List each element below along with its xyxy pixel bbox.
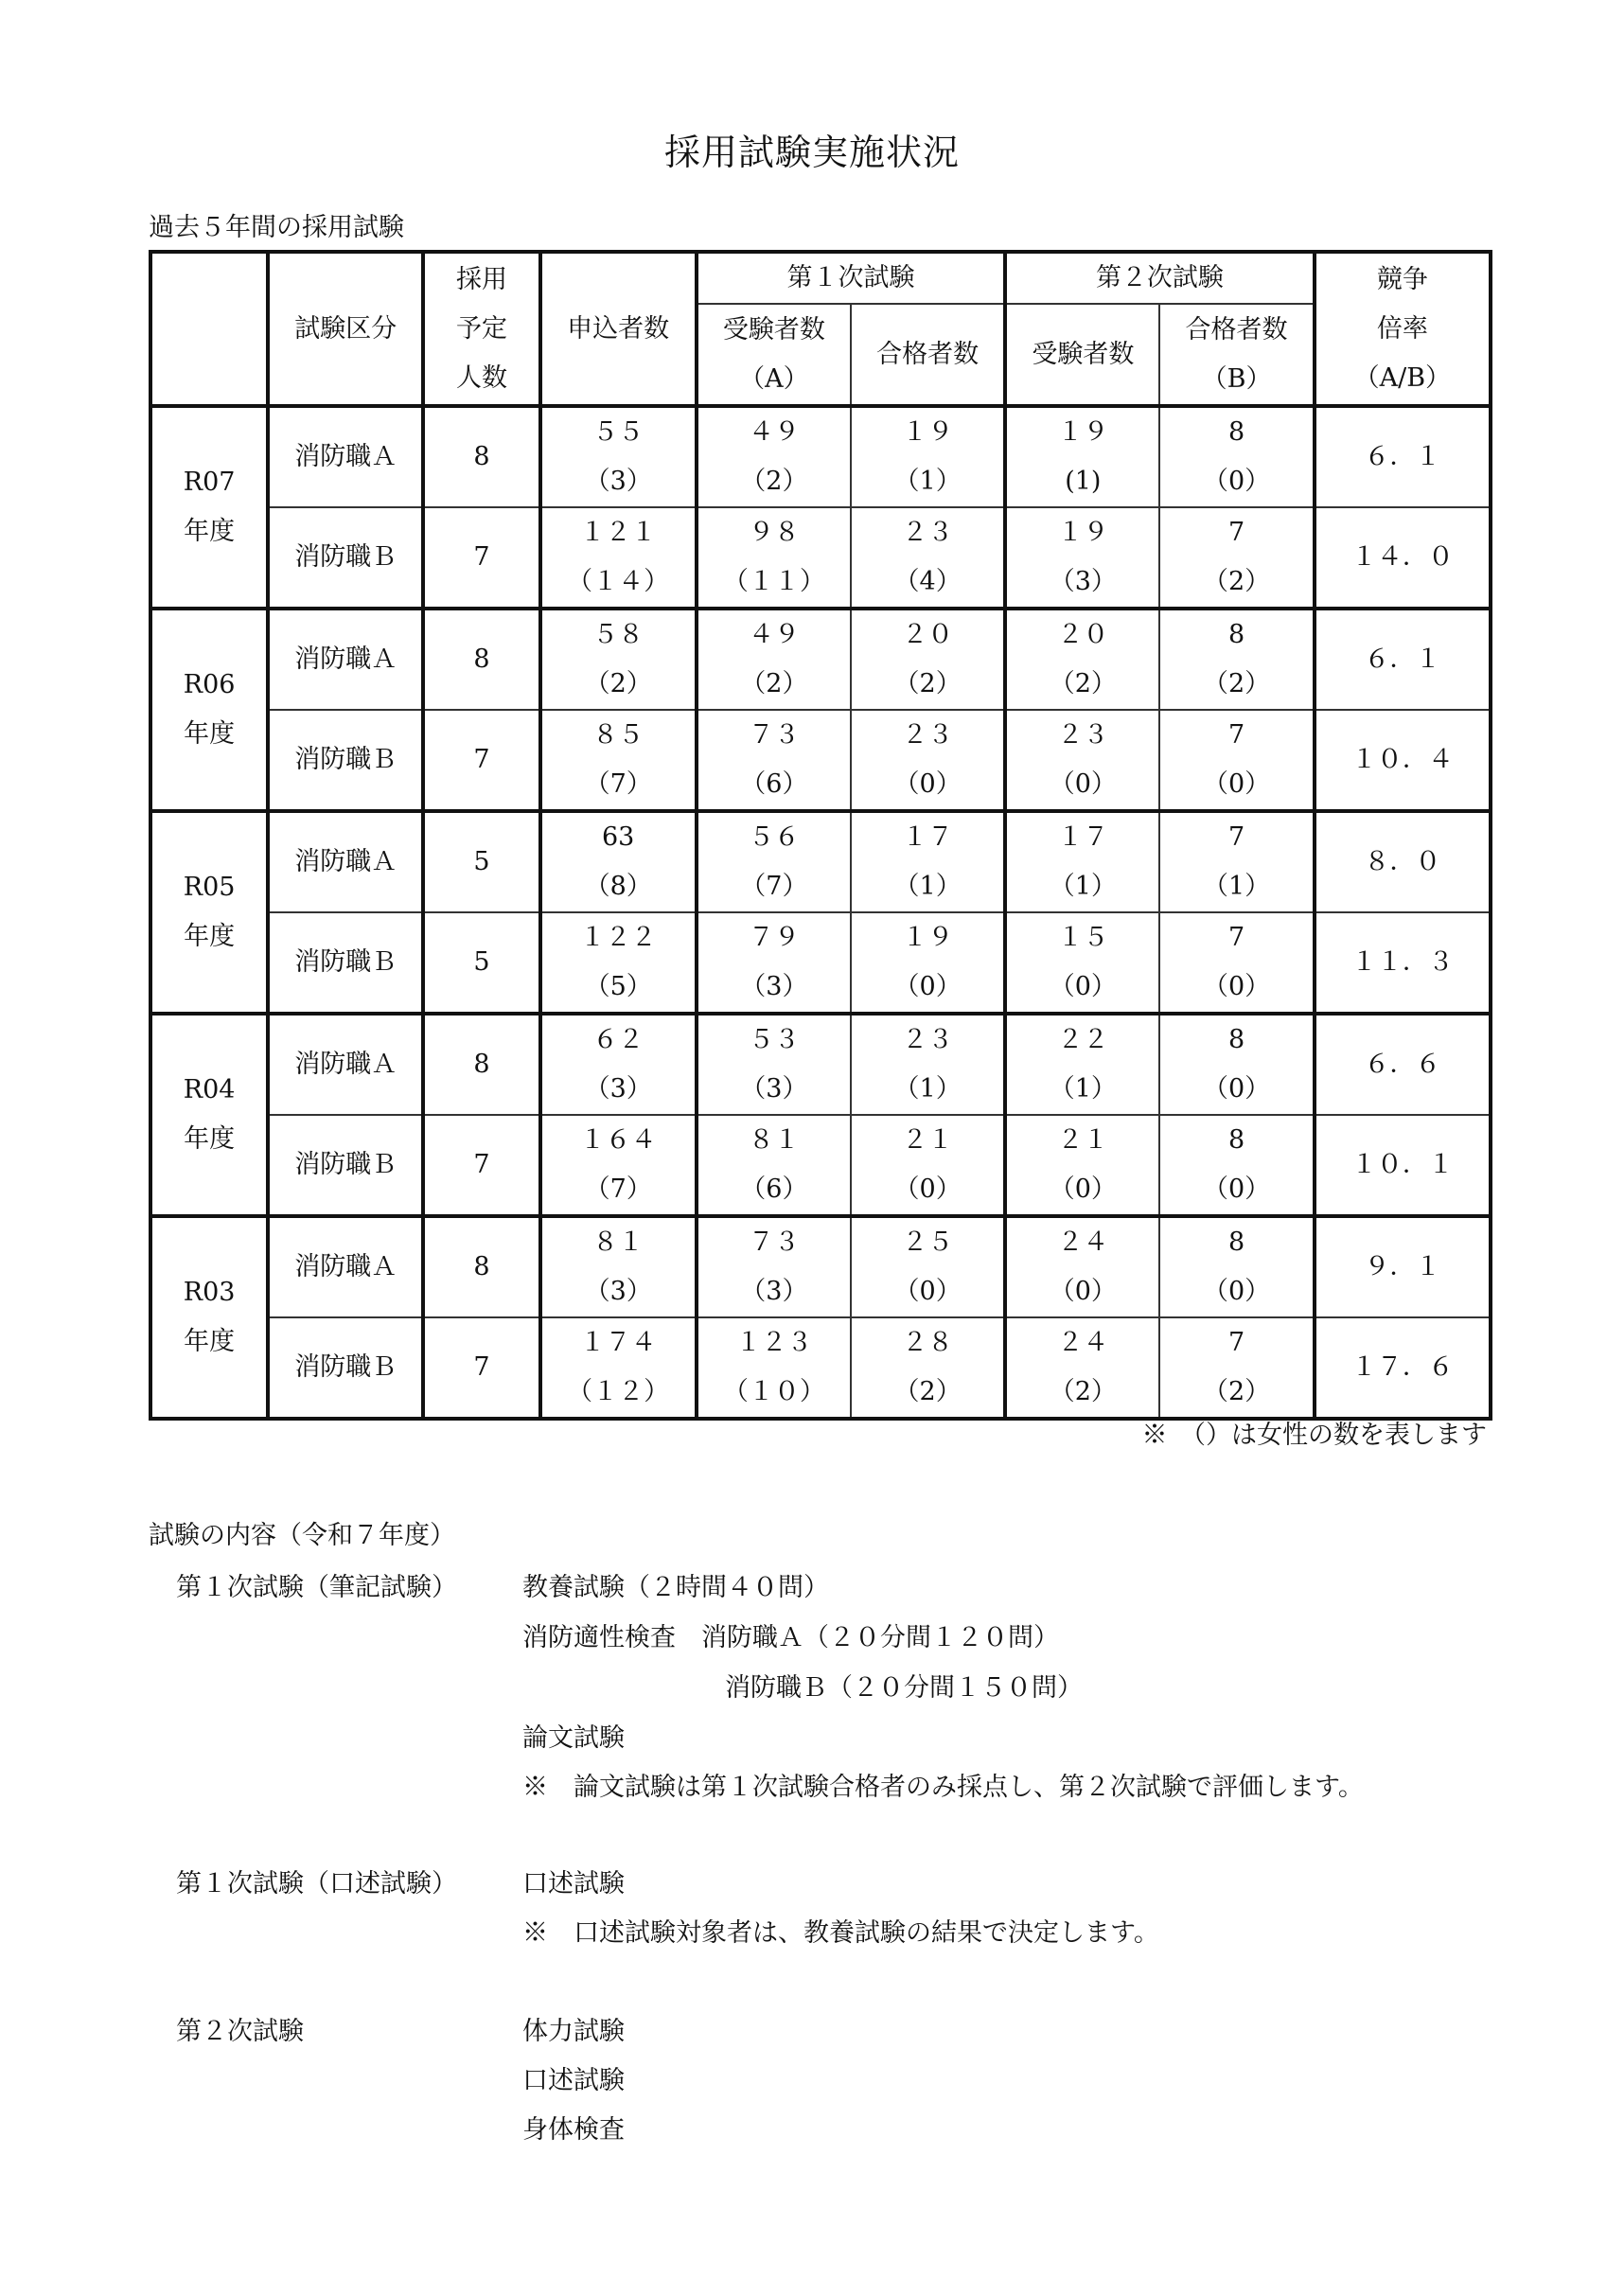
total-value: 8 (1227, 417, 1245, 447)
ratio-cell: ６．６ (1315, 1014, 1491, 1115)
second-examinees-cell (1005, 1014, 1159, 1115)
applicants-cell (540, 1317, 697, 1419)
female-value: （0） (1202, 1277, 1271, 1306)
fiscal-year-cell: R06 年度 (150, 609, 268, 811)
second-exam-item: 身体検査 (522, 2115, 625, 2145)
total-value: 8 (1227, 1227, 1245, 1257)
total-value: ７３ (748, 1227, 800, 1257)
second-passers-cell (1159, 912, 1314, 1014)
category-cell: 消防職Ａ (268, 1216, 423, 1317)
total-value: １９ (902, 923, 954, 952)
page-title: 採用試験実施状況 (663, 132, 960, 173)
ratio-cell: １１．３ (1315, 912, 1491, 1014)
female-value: （3） (584, 1074, 652, 1104)
total-value: １９ (1057, 518, 1109, 547)
category-cell: 消防職Ｂ (268, 912, 423, 1014)
female-value: （3） (584, 467, 652, 496)
contents-heading: 試験の内容（令和７年度） (149, 1521, 455, 1550)
planned-cell: 7 (423, 1317, 539, 1419)
header-second-exam: 第２次試験 (1005, 252, 1314, 304)
female-value: （2） (1202, 669, 1271, 698)
fiscal-year-cell: R05 年度 (150, 811, 268, 1014)
female-value: （2） (1202, 1377, 1271, 1406)
second-passers-cell (1159, 507, 1314, 609)
header-planned: 採用 予定 人数 (423, 252, 539, 406)
first-passers-cell (851, 609, 1005, 710)
female-value: （2） (1049, 669, 1117, 698)
applicants-cell (540, 811, 697, 912)
first-written-note: ※ 論文試験は第１次試験合格者のみ採点し、第２次試験で評価します。 (522, 1773, 1364, 1802)
female-value: （2） (740, 669, 808, 698)
female-value: （0） (1049, 972, 1117, 1001)
female-value: （1） (893, 872, 962, 901)
ratio-cell: １４．０ (1315, 507, 1491, 609)
planned-cell: 8 (423, 1014, 539, 1115)
first-passers-cell (851, 406, 1005, 507)
female-value: （0） (1202, 1174, 1271, 1204)
total-value: ２０ (1057, 620, 1109, 649)
female-value: （2） (740, 467, 808, 496)
total-value: １２３ (735, 1328, 813, 1357)
planned-cell: 5 (423, 811, 539, 912)
female-value: （7） (584, 1174, 652, 1204)
table-row (150, 609, 1491, 710)
applicants-cell (540, 1014, 697, 1115)
total-value: １９ (902, 417, 954, 447)
ratio-cell: ６．１ (1315, 609, 1491, 710)
first-passers-cell (851, 1115, 1005, 1216)
total-value: 7 (1227, 518, 1245, 547)
total-value: ２３ (902, 720, 954, 750)
total-value: ２３ (1057, 720, 1109, 750)
first-passers-cell (851, 1317, 1005, 1419)
total-value: １５ (1057, 923, 1109, 952)
applicants-cell (540, 1216, 697, 1317)
female-value: （0） (1202, 769, 1271, 799)
first-examinees-cell (697, 1014, 851, 1115)
total-value: ２４ (1057, 1328, 1109, 1357)
table-row (150, 507, 1491, 609)
table-caption: 過去５年間の採用試験 (149, 213, 404, 242)
applicants-cell (540, 507, 697, 609)
total-value: ７３ (748, 720, 800, 750)
first-examinees-cell (697, 1216, 851, 1317)
total-value: ９８ (748, 518, 800, 547)
female-value: （0） (893, 1277, 962, 1306)
female-value: （１４） (567, 567, 670, 596)
header-first-examinees: 受験者数 （A） (697, 304, 851, 406)
planned-cell: 7 (423, 1115, 539, 1216)
category-cell: 消防職Ａ (268, 811, 423, 912)
total-value: ２１ (902, 1125, 954, 1155)
female-value: （１２） (567, 1377, 670, 1406)
female-value: （１１） (722, 567, 825, 596)
second-passers-cell (1159, 710, 1314, 811)
header-category: 試験区分 (268, 252, 423, 406)
table-row (150, 1216, 1491, 1317)
first-written-item: 論文試験 (522, 1723, 625, 1753)
total-value: ２８ (902, 1328, 954, 1357)
total-value: ２２ (1057, 1025, 1109, 1054)
second-passers-cell (1159, 406, 1314, 507)
second-exam-item: 口述試験 (522, 2066, 625, 2095)
female-value: （3） (1049, 567, 1117, 596)
first-examinees-cell (697, 1115, 851, 1216)
first-passers-cell (851, 811, 1005, 912)
first-written-item: 消防適性検査 消防職Ａ（２０分間１２０問） (522, 1623, 1059, 1652)
total-value: １６４ (579, 1125, 657, 1155)
first-passers-cell (851, 710, 1005, 811)
total-value: 8 (1227, 1125, 1245, 1155)
total-value: ７９ (748, 923, 800, 952)
ratio-cell: １０．４ (1315, 710, 1491, 811)
first-examinees-cell (697, 912, 851, 1014)
female-value: （8） (584, 872, 652, 901)
female-value: （0） (1202, 1074, 1271, 1104)
total-value: ２０ (902, 620, 954, 649)
total-value: ８１ (592, 1227, 644, 1257)
ratio-cell: ６．１ (1315, 406, 1491, 507)
planned-cell: 8 (423, 609, 539, 710)
header-first-passers: 合格者数 (851, 304, 1005, 406)
female-count-note: ※ （）は女性の数を表します (1141, 1421, 1487, 1450)
second-examinees-cell (1005, 1216, 1159, 1317)
total-value: ２４ (1057, 1227, 1109, 1257)
fiscal-year-cell: R07 年度 (150, 406, 268, 609)
second-passers-cell (1159, 1216, 1314, 1317)
planned-cell: 7 (423, 710, 539, 811)
female-value: （2） (1202, 567, 1271, 596)
first-examinees-cell (697, 1317, 851, 1419)
second-examinees-cell (1005, 912, 1159, 1014)
female-value: （2） (584, 669, 652, 698)
first-passers-cell (851, 1014, 1005, 1115)
total-value: １７ (902, 822, 954, 852)
female-value: （0） (1049, 1174, 1117, 1204)
first-oral-note: ※ 口述試験対象者は、教養試験の結果で決定します。 (522, 1918, 1159, 1948)
first-examinees-cell (697, 406, 851, 507)
total-value: ５８ (592, 620, 644, 649)
total-value: ６２ (592, 1025, 644, 1054)
total-value: ２３ (902, 1025, 954, 1054)
total-value: ２３ (902, 518, 954, 547)
header-ratio: 競争 倍率 （A/B） (1315, 252, 1491, 406)
ratio-cell: １７．６ (1315, 1317, 1491, 1419)
total-value: ２５ (902, 1227, 954, 1257)
second-examinees-cell (1005, 406, 1159, 507)
total-value: ５６ (748, 822, 800, 852)
female-value: （1） (1049, 1074, 1117, 1104)
female-value: （1） (893, 467, 962, 496)
female-value: （1） (1202, 872, 1271, 901)
fiscal-year-cell: R04 年度 (150, 1014, 268, 1216)
total-value: ４９ (748, 620, 800, 649)
second-passers-cell (1159, 1014, 1314, 1115)
planned-cell: 8 (423, 406, 539, 507)
total-value: １７ (1057, 822, 1109, 852)
first-examinees-cell (697, 811, 851, 912)
total-value: １９ (1057, 417, 1109, 447)
table-row (150, 1014, 1491, 1115)
female-value: （0） (1049, 1277, 1117, 1306)
total-value: １７４ (579, 1328, 657, 1357)
total-value: ２１ (1057, 1125, 1109, 1155)
ratio-cell: １０．１ (1315, 1115, 1491, 1216)
first-examinees-cell (697, 710, 851, 811)
second-passers-cell (1159, 609, 1314, 710)
total-value: １２１ (579, 518, 657, 547)
first-passers-cell (851, 1216, 1005, 1317)
category-cell: 消防職Ｂ (268, 710, 423, 811)
category-cell: 消防職Ｂ (268, 507, 423, 609)
total-value: 8 (1227, 620, 1245, 649)
category-cell: 消防職Ａ (268, 609, 423, 710)
female-value: （2） (1049, 1377, 1117, 1406)
second-examinees-cell (1005, 811, 1159, 912)
first-oral-item: 口述試験 (522, 1869, 625, 1899)
first-examinees-cell (697, 507, 851, 609)
applicants-cell (540, 1115, 697, 1216)
female-value: （2） (893, 1377, 962, 1406)
total-value: 63 (601, 822, 635, 852)
exam-results-table (149, 250, 1492, 1421)
table-row (150, 1317, 1491, 1419)
total-value: 7 (1227, 720, 1245, 750)
female-value: （0） (1049, 769, 1117, 799)
female-value: （3） (740, 972, 808, 1001)
female-value: （2） (893, 669, 962, 698)
category-cell: 消防職Ａ (268, 406, 423, 507)
category-cell: 消防職Ｂ (268, 1317, 423, 1419)
total-value: 7 (1227, 822, 1245, 852)
total-value: 8 (1227, 1025, 1245, 1054)
second-examinees-cell (1005, 507, 1159, 609)
second-passers-cell (1159, 811, 1314, 912)
female-value: （6） (740, 1174, 808, 1204)
female-value: （3） (740, 1277, 808, 1306)
first-written-item: 消防職Ｂ（２０分間１５０問） (725, 1673, 1083, 1703)
female-value: (1) (1065, 467, 1102, 496)
total-value: 7 (1227, 923, 1245, 952)
first-passers-cell (851, 507, 1005, 609)
female-value: （0） (893, 972, 962, 1001)
applicants-cell (540, 710, 697, 811)
second-examinees-cell (1005, 1317, 1159, 1419)
second-exam-label: 第２次試験 (176, 2017, 304, 2046)
female-value: （１０） (722, 1377, 825, 1406)
female-value: （1） (893, 1074, 962, 1104)
second-examinees-cell (1005, 609, 1159, 710)
second-exam-item: 体力試験 (522, 2017, 625, 2046)
ratio-cell: ９．１ (1315, 1216, 1491, 1317)
female-value: （0） (893, 769, 962, 799)
first-written-label: 第１次試験（筆記試験） (176, 1573, 457, 1602)
total-value: 7 (1227, 1328, 1245, 1357)
female-value: （6） (740, 769, 808, 799)
second-examinees-cell (1005, 710, 1159, 811)
female-value: （0） (1202, 972, 1271, 1001)
table-row (150, 710, 1491, 811)
ratio-cell: ８．０ (1315, 811, 1491, 912)
first-passers-cell (851, 912, 1005, 1014)
female-value: （7） (740, 872, 808, 901)
total-value: ８５ (592, 720, 644, 750)
second-passers-cell (1159, 1317, 1314, 1419)
female-value: （0） (893, 1174, 962, 1204)
total-value: ５３ (748, 1025, 800, 1054)
total-value: １２２ (579, 923, 657, 952)
applicants-cell (540, 406, 697, 507)
second-passers-cell (1159, 1115, 1314, 1216)
female-value: （3） (740, 1074, 808, 1104)
header-second-passers: 合格者数 （B） (1159, 304, 1314, 406)
table-row (150, 1115, 1491, 1216)
first-oral-label: 第１次試験（口述試験） (176, 1869, 457, 1899)
female-value: （7） (584, 769, 652, 799)
female-value: （4） (893, 567, 962, 596)
applicants-cell (540, 912, 697, 1014)
female-value: （5） (584, 972, 652, 1001)
applicants-cell (540, 609, 697, 710)
header-applicants: 申込者数 (540, 252, 697, 406)
table-row (150, 406, 1491, 507)
total-value: ４９ (748, 417, 800, 447)
header-year (150, 252, 268, 406)
first-examinees-cell (697, 609, 851, 710)
table-row (150, 912, 1491, 1014)
total-value: ８１ (748, 1125, 800, 1155)
category-cell: 消防職Ｂ (268, 1115, 423, 1216)
planned-cell: 5 (423, 912, 539, 1014)
second-examinees-cell (1005, 1115, 1159, 1216)
female-value: （1） (1049, 872, 1117, 901)
category-cell: 消防職Ａ (268, 1014, 423, 1115)
female-value: （0） (1202, 467, 1271, 496)
planned-cell: 8 (423, 1216, 539, 1317)
female-value: （3） (584, 1277, 652, 1306)
planned-cell: 7 (423, 507, 539, 609)
header-first-exam: 第１次試験 (697, 252, 1005, 304)
fiscal-year-cell: R03 年度 (150, 1216, 268, 1419)
header-second-examinees: 受験者数 (1005, 304, 1159, 406)
first-written-item: 教養試験（２時間４０問） (522, 1573, 829, 1602)
table-row (150, 811, 1491, 912)
total-value: ５５ (592, 417, 644, 447)
